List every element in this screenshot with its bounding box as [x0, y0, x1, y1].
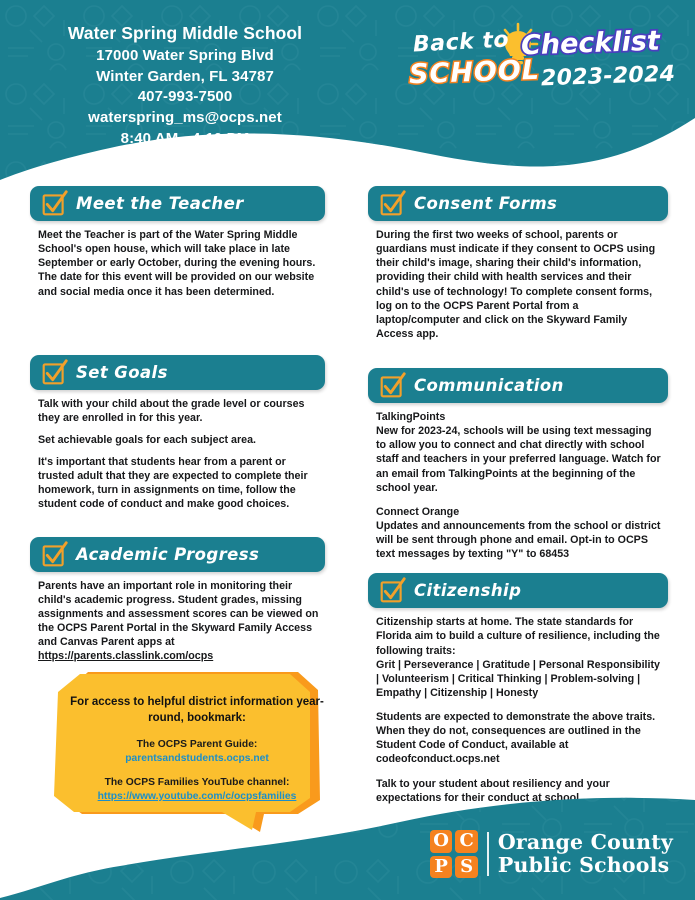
meet-the-teacher-header: [30, 186, 325, 221]
citizenship-expectations: Students are expected to demonstrate the above traits. When they do not, consequences are outlined in the Student Code of Conduct, available at codeofconduct.ocps.net: [376, 711, 656, 766]
ocps-org-line2: Public Schools: [497, 853, 670, 877]
ocps-org-name: [498, 831, 673, 877]
communication-title: Communication: [414, 376, 564, 395]
consent-forms-title: Consent Forms: [414, 194, 558, 213]
ocps-logo: [430, 830, 673, 878]
district-resources-callout: [52, 672, 362, 832]
checkbox-checked-icon: [41, 190, 68, 217]
parent-guide-link[interactable]: parentsandstudents.ocps.net: [125, 753, 269, 765]
callout-heading: For access to helpful district information year-round, bookmark:: [70, 696, 324, 725]
logo-back-to-text: Back to: [412, 27, 510, 58]
section-communication: [368, 368, 668, 561]
checkbox-checked-icon: [41, 541, 68, 568]
meet-the-teacher-paragraph-1: Meet the Teacher is part of the Water Spring Middle School's open house, which will take place in late September or early October, during the evening hours. The date for this event will be provided on our website and social media once it has been determined.: [38, 229, 316, 298]
citizenship-intro: Citizenship starts at home. The state standards for Florida aim to build a culture of resilience, including the following traits:: [376, 616, 660, 657]
section-set-goals: [30, 355, 325, 512]
logo-school-text: SCHOOL: [408, 54, 541, 91]
callout-text-block: [70, 694, 324, 802]
set-goals-paragraph-3: It's important that students hear from a parent or trusted adult that they are expected to complete their homework, turn in assignments on time, follow the student code of conduct and make good choices.: [38, 456, 308, 511]
school-contact-block: [20, 22, 350, 150]
academic-progress-body: [30, 572, 325, 664]
meet-the-teacher-body: [30, 221, 325, 299]
communication-body: [368, 403, 668, 561]
back-to-school-checklist-logo: [405, 22, 680, 102]
section-meet-the-teacher: [30, 186, 325, 299]
classlink-parent-portal-link[interactable]: https://parents.classlink.com/ocps: [38, 650, 214, 663]
citizenship-traits-list: Grit | Perseverance | Gratitude | Personal Responsibility | Volunteerism | Critical Thinking | Problem-solving | Empathy | Citizenship | Honesty: [376, 658, 660, 699]
page-header: [0, 0, 695, 185]
school-name: Water Spring Middle School: [67, 23, 303, 43]
youtube-channel-link[interactable]: https://www.youtube.com/c/ocpsfamilies: [97, 791, 297, 803]
ocps-letter-s: S: [455, 856, 478, 879]
talkingpoints-label: TalkingPoints: [376, 411, 446, 423]
connect-orange-body: Updates and announcements from the school or district will be sent through phone and email. Opt-in to OCPS text messages by texting "Y" to 68453: [376, 519, 661, 561]
school-hours: 8:40 AM - 4:10 PM: [120, 129, 250, 147]
citizenship-header: [368, 573, 668, 608]
consent-forms-body: [368, 221, 668, 341]
connect-orange-label: Connect Orange: [376, 505, 460, 518]
school-address-line1: 17000 Water Spring Blvd: [96, 47, 274, 65]
set-goals-title: Set Goals: [76, 362, 168, 382]
youtube-channel-label: The OCPS Families YouTube channel:: [104, 777, 290, 789]
set-goals-body: [30, 390, 325, 512]
parent-guide-label: The OCPS Parent Guide:: [136, 739, 258, 751]
school-address-line2: Winter Garden, FL 34787: [96, 67, 274, 85]
school-phone: 407-993-7500: [137, 88, 233, 106]
logo-school-year: 2023-2024: [540, 61, 676, 92]
ocps-letter-p: P: [430, 856, 453, 879]
ocps-letter-c: C: [455, 830, 478, 853]
checkbox-checked-icon: [379, 372, 406, 399]
school-email: waterspring_ms@ocps.net: [88, 109, 282, 127]
section-consent-forms: [368, 186, 668, 341]
citizenship-title: Citizenship: [414, 581, 522, 601]
ocps-letter-o: O: [430, 830, 453, 853]
citizenship-closing: Talk to your student about resiliency and your expectations for their conduct at school.: [376, 777, 610, 804]
academic-progress-paragraph-1: Parents have an important role in monitoring their child's academic progress. Student grades, missing assignments and assessment scores can be viewed on the OCPS Parent Portal in the Skyward Family Access and Canvas Parent apps at: [38, 579, 319, 648]
set-goals-header: [30, 355, 325, 390]
left-column: [30, 186, 325, 669]
talkingpoints-body: New for 2023-24, schools will be using text messaging to allow you to connect and chat directly with school staff and teachers in your preferred language. Watch for an email from TalkingPoints at the beginning of the school year.: [376, 425, 661, 494]
set-goals-paragraph-1: Talk with your child about the grade level or courses they are enrolled in for this year.: [38, 397, 305, 424]
checkbox-checked-icon: [379, 190, 406, 217]
checkbox-checked-icon: [379, 577, 406, 604]
consent-forms-header: [368, 186, 668, 221]
communication-header: [368, 368, 668, 403]
logo-checklist-text: Checklist: [520, 25, 661, 62]
ocps-logo-mark: [430, 830, 478, 878]
set-goals-paragraph-2: Set achievable goals for each subject area.: [38, 433, 257, 446]
right-column: [368, 186, 668, 811]
logo-divider: [487, 832, 489, 876]
meet-the-teacher-title: Meet the Teacher: [76, 194, 244, 213]
academic-progress-header: [30, 537, 325, 572]
checkbox-checked-icon: [41, 359, 68, 386]
consent-forms-paragraph-1: During the first two weeks of school, parents or guardians must indicate if they consent to OCPS using their child's image, sharing their child's information, providing their child with health services and their child's use of technology! To complete consent forms, log on to the OCPS Parent Portal from a laptop/computer and click on the Skyward Family Access app.: [376, 229, 656, 340]
academic-progress-title: Academic Progress: [76, 544, 260, 564]
section-academic-progress: [30, 537, 325, 664]
ocps-org-line1: Orange County: [497, 830, 673, 855]
